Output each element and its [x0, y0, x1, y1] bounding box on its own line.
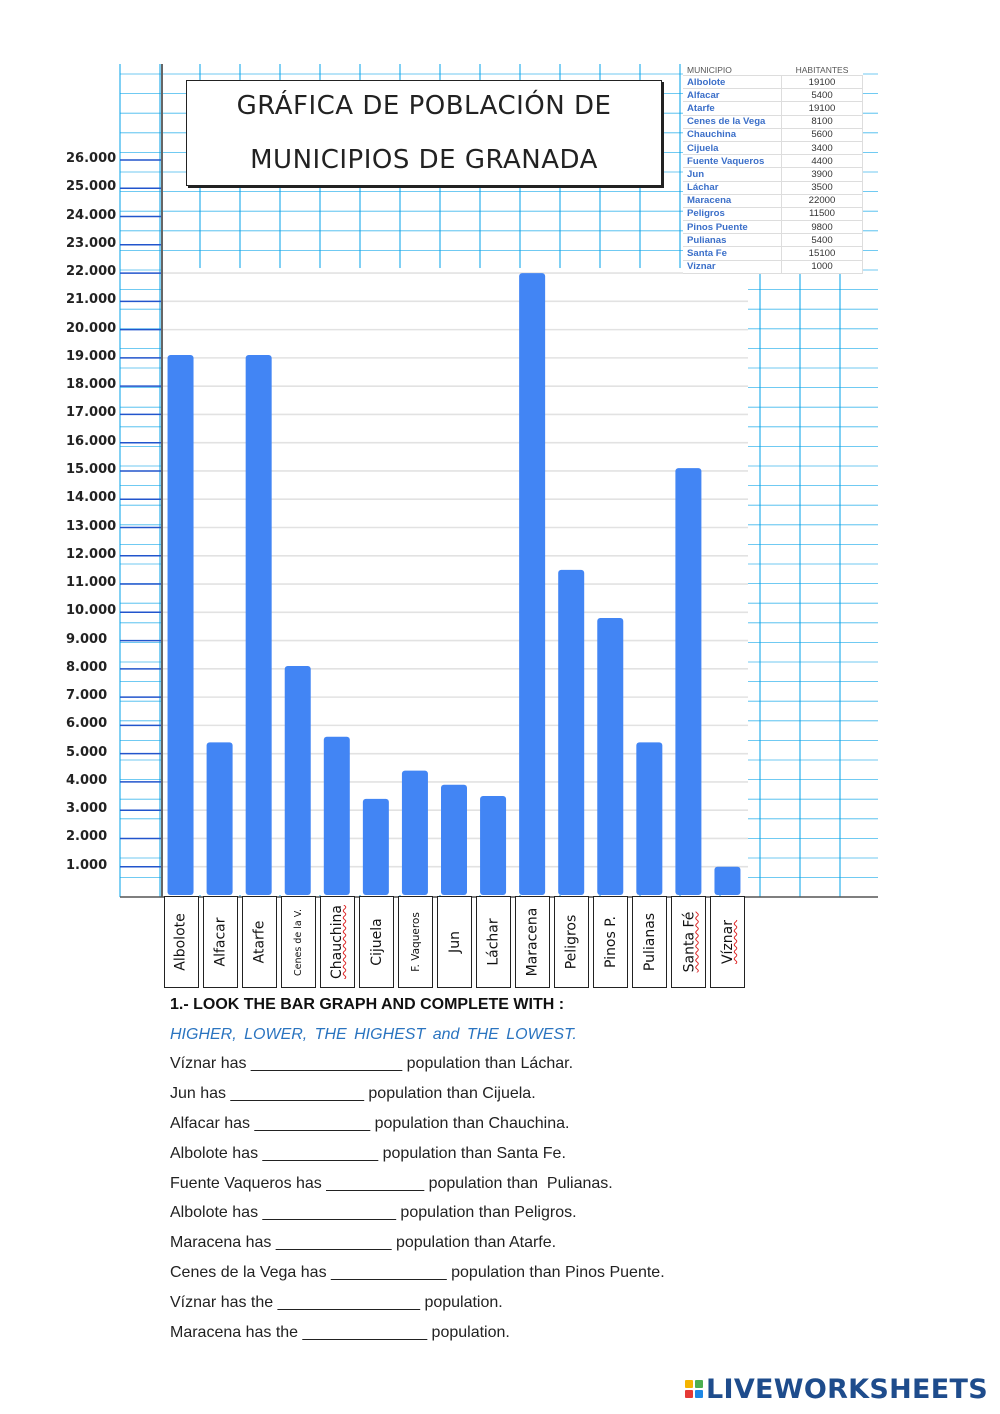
table-cell-habitantes: 5400: [782, 89, 863, 102]
y-tick-label: 4.000: [66, 772, 108, 788]
exercise-line: Víznar has the ________________ population.: [170, 1294, 503, 1312]
table-row: [683, 89, 863, 102]
table-cell-habitantes: 15100: [782, 247, 863, 260]
table-cell-municipio: Jun: [683, 168, 782, 181]
y-tick-label: 23.000: [66, 235, 117, 251]
y-tick-label: 5.000: [66, 744, 108, 760]
table-body: [683, 76, 863, 274]
x-tick-label-box: [398, 896, 433, 988]
y-tick-label: 7.000: [66, 688, 108, 704]
x-tick-label: Pinos P.: [602, 916, 619, 968]
exercise-line: Fuente Vaqueros has ___________ population than Pulianas.: [170, 1174, 613, 1192]
x-tick-label: Pulianas: [641, 912, 658, 972]
table-row: [683, 260, 863, 273]
table-row: [683, 76, 863, 89]
table-cell-habitantes: 1000: [782, 260, 863, 273]
logo-square-icon: [685, 1390, 693, 1398]
table-row: [683, 168, 863, 181]
bar: [363, 799, 389, 895]
table-row: [683, 141, 863, 154]
y-tick-label: 18.000: [66, 377, 117, 393]
exercise-heading: 1.- LOOK THE BAR GRAPH AND COMPLETE WITH :: [170, 996, 565, 1013]
population-table: [683, 64, 863, 274]
table-cell-habitantes: 3900: [782, 168, 863, 181]
x-tick-label-box: [710, 896, 745, 988]
x-tick-label: Maracena: [524, 907, 541, 977]
bar: [597, 618, 623, 895]
y-tick-label: 12.000: [66, 546, 117, 562]
y-tick-label: 6.000: [66, 716, 108, 732]
x-tick-label: Jun: [446, 931, 463, 953]
x-tick-label-box: [515, 896, 550, 988]
table-cell-habitantes: 19100: [782, 76, 863, 89]
table-cell-municipio: Maracena: [683, 194, 782, 207]
table-cell-municipio: Viznar: [683, 260, 782, 273]
y-tick-label: 16.000: [66, 433, 117, 449]
y-tick-label: 13.000: [66, 518, 117, 534]
bar: [714, 867, 740, 895]
table-cell-habitantes: 9800: [782, 221, 863, 234]
x-tick-label: Cijuela: [368, 918, 385, 966]
exercise-line: Cenes de la Vega has _____________ population than Pinos Puente.: [170, 1264, 665, 1282]
exercise-line: Víznar has _________________ population than Láchar.: [170, 1055, 574, 1072]
table-row: [683, 221, 863, 234]
bar: [519, 273, 545, 895]
y-tick-label: 8.000: [66, 659, 108, 675]
table-cell-municipio: Alfacar: [683, 89, 782, 102]
table-header-municipio: MUNICIPIO: [683, 64, 782, 76]
x-tick-label-box: [476, 896, 511, 988]
x-tick-label-box: [281, 896, 316, 988]
y-tick-label: 2.000: [66, 829, 108, 845]
x-tick-label: Cenes de la V.: [292, 908, 304, 976]
x-tick-label-box: [671, 896, 706, 988]
y-tick-label: 17.000: [66, 405, 117, 421]
table-header-habitantes: HABITANTES: [782, 64, 863, 76]
y-tick-label: 10.000: [66, 603, 117, 619]
table-row: [683, 128, 863, 141]
logo-square-icon: [695, 1390, 703, 1398]
y-tick-label: 20.000: [66, 320, 117, 336]
x-tick-label: Albolote: [173, 913, 190, 971]
bar: [636, 742, 662, 895]
table-cell-habitantes: 19100: [782, 102, 863, 115]
y-tick-label: 1.000: [66, 857, 108, 873]
bar: [324, 737, 350, 895]
logo-icon: [685, 1380, 703, 1398]
exercise-line: Albolote has _____________ population than Santa Fe.: [170, 1144, 566, 1162]
y-tick-label: 22.000: [66, 264, 117, 280]
table-cell-municipio: Santa Fe: [683, 247, 782, 260]
table-cell-habitantes: 22000: [782, 194, 863, 207]
bar: [285, 666, 311, 895]
y-tick-label: 25.000: [66, 179, 117, 195]
table-cell-habitantes: 8100: [782, 115, 863, 128]
table-cell-municipio: Cijuela: [683, 141, 782, 154]
chart-title-box: [186, 80, 662, 186]
exercise-line: Jun has _______________ population than Cijuela.: [170, 1084, 536, 1102]
y-tick-label: 3.000: [66, 801, 108, 817]
x-tick-label-box: [359, 896, 394, 988]
x-tick-label: Víznar: [719, 919, 736, 965]
exercise-line: Alfacar has _____________ population than Chauchina.: [170, 1114, 570, 1132]
chart-title-line-1: GRÁFICA DE POBLACIÓN DE: [236, 91, 612, 121]
table-row: [683, 102, 863, 115]
table-cell-habitantes: 5400: [782, 234, 863, 247]
table-row: [683, 234, 863, 247]
x-tick-label-box: [242, 896, 277, 988]
table-cell-municipio: Láchar: [683, 181, 782, 194]
x-tick-label: Chauchina: [329, 904, 346, 980]
y-tick-label: 15.000: [66, 461, 117, 477]
bar: [558, 570, 584, 895]
bar: [207, 742, 233, 895]
x-tick-label-box: [593, 896, 628, 988]
x-tick-label-box: [164, 896, 199, 988]
x-tick-label: Láchar: [485, 918, 502, 966]
y-tick-label: 21.000: [66, 292, 117, 308]
x-tick-label: Atarfe: [251, 920, 268, 964]
logo-square-icon: [685, 1380, 693, 1388]
table-cell-municipio: Fuente Vaqueros: [683, 155, 782, 168]
logo-square-icon: [695, 1380, 703, 1388]
exercise-line: Maracena has the ______________ population.: [170, 1324, 510, 1342]
table-cell-habitantes: 11500: [782, 207, 863, 220]
x-tick-label-box: [320, 896, 355, 988]
y-tick-label: 14.000: [66, 490, 117, 506]
x-tick-label: Peligros: [563, 914, 580, 970]
y-tick-label: 11.000: [66, 575, 117, 591]
table-row: [683, 115, 863, 128]
exercise-line: Maracena has _____________ population than Atarfe.: [170, 1234, 557, 1252]
bar: [675, 468, 701, 895]
x-tick-label: Santa Fé: [680, 911, 697, 973]
table-row: [683, 155, 863, 168]
x-tick-label-box: [203, 896, 238, 988]
bar: [168, 355, 194, 895]
table-cell-municipio: Peligros: [683, 207, 782, 220]
bar: [441, 785, 467, 895]
y-tick-label: 24.000: [66, 207, 117, 223]
table-row: [683, 247, 863, 260]
table-cell-habitantes: 3400: [782, 141, 863, 154]
exercise-section: [170, 994, 870, 1353]
table-row: [683, 207, 863, 220]
table-cell-municipio: Pulianas: [683, 234, 782, 247]
table-cell-habitantes: 3500: [782, 181, 863, 194]
chart-title-line-2: MUNICIPIOS DE GRANADA: [250, 145, 598, 175]
bar: [480, 796, 506, 895]
table-row: [683, 181, 863, 194]
exercise-line: Albolote has _______________ population than Peligros.: [170, 1204, 577, 1222]
x-tick-label: F. Vaqueros: [409, 912, 422, 972]
x-tick-label: Alfacar: [212, 917, 229, 967]
bar: [246, 355, 272, 895]
x-tick-label-box: [554, 896, 589, 988]
logo-text: LIVEWORKSHEETS: [705, 1373, 988, 1405]
table-cell-municipio: Chauchina: [683, 128, 782, 141]
exercise-word-bank: HIGHER, LOWER, THE HIGHEST and THE LOWEST.: [170, 1026, 577, 1043]
table-row: [683, 194, 863, 207]
bar: [402, 771, 428, 895]
table-cell-habitantes: 4400: [782, 155, 863, 168]
table-cell-municipio: Albolote: [683, 76, 782, 89]
table-cell-municipio: Pinos Puente: [683, 221, 782, 234]
x-tick-label-box: [632, 896, 667, 988]
liveworksheets-logo: [685, 1372, 988, 1406]
y-tick-label: 19.000: [66, 348, 117, 364]
y-tick-label: 9.000: [66, 631, 108, 647]
table-cell-municipio: Cenes de la Vega: [683, 115, 782, 128]
y-tick-label: 26.000: [66, 151, 117, 166]
x-tick-label-box: [437, 896, 472, 988]
table-cell-municipio: Atarfe: [683, 102, 782, 115]
table-cell-habitantes: 5600: [782, 128, 863, 141]
